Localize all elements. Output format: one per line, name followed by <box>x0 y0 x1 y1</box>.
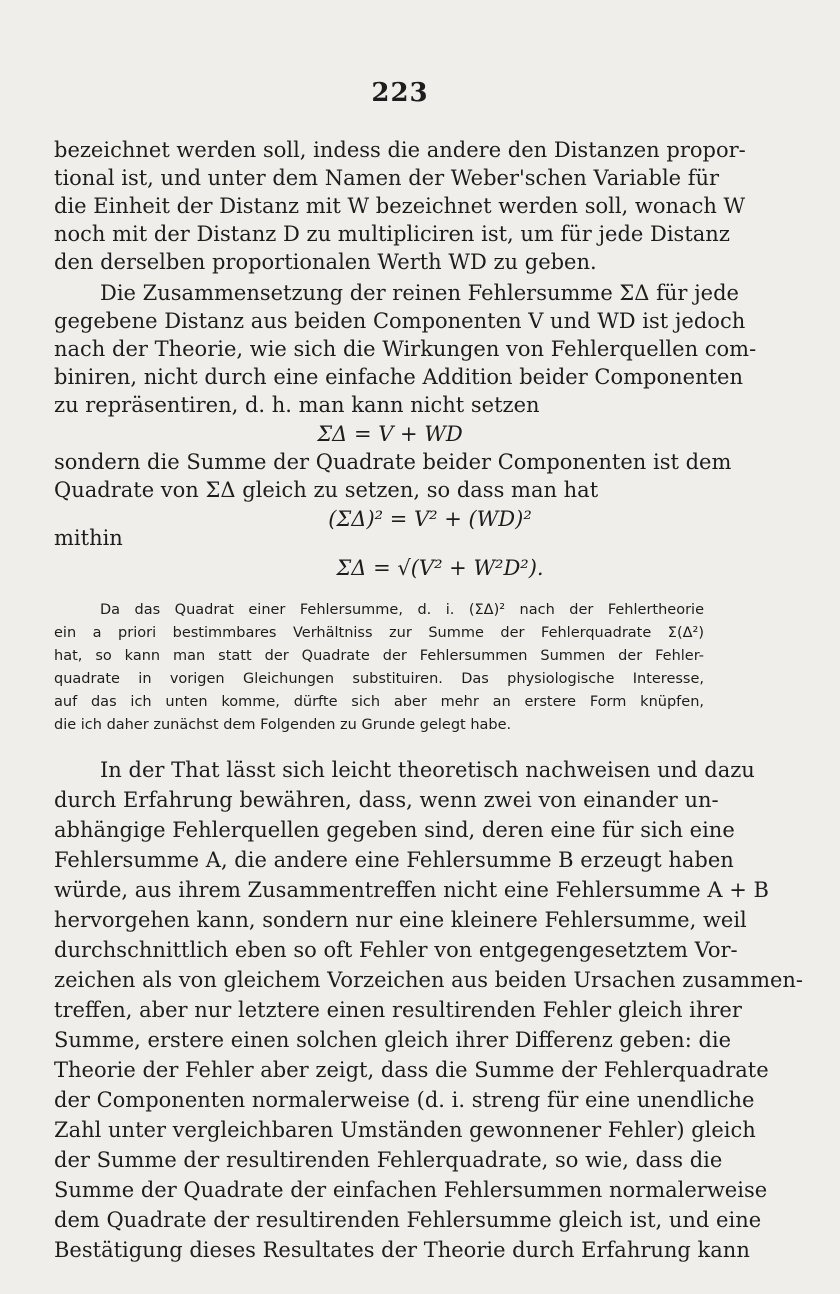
text-line: Quadrate von ΣΔ gleich zu setzen, so dass man hat <box>54 478 599 502</box>
text-line: biniren, nicht durch eine einfache Addition beider Componenten <box>54 365 743 389</box>
formula: ΣΔ = V + WD <box>317 422 463 446</box>
text-line: mithin <box>54 526 123 550</box>
text-line: gegebene Distanz aus beiden Componenten V und WD ist jedoch <box>54 309 746 333</box>
text-line: der Componenten normalerweise (d. i. streng für eine unendliche <box>54 1088 755 1112</box>
text-line: tional ist, und unter dem Namen der Weber'schen Variable für <box>54 166 720 190</box>
text-line: Die Zusammensetzung der reinen Fehlersumme ΣΔ für jede <box>100 281 739 305</box>
text-line: treffen, aber nur letztere einen resultirenden Fehler gleich ihrer <box>54 998 742 1022</box>
footnote-line: hat, so kann man statt der Quadrate der Fehlersummen Summen der Fehler- <box>54 648 704 664</box>
text-line: noch mit der Distanz D zu multipliciren ist, um für jede Distanz <box>54 222 730 246</box>
footnote-line: ein a priori bestimmbares Verhältniss zur Summe der Fehlerquadrate Σ(Δ²) <box>54 625 704 641</box>
text-line: In der That lässt sich leicht theoretisch nachweisen und dazu <box>100 758 755 782</box>
text-line: der Summe der resultirenden Fehlerquadrate, so wie, dass die <box>54 1148 723 1172</box>
text-line: Theorie der Fehler aber zeigt, dass die Summe der Fehlerquadrate <box>54 1058 769 1082</box>
text-line: abhängige Fehlerquellen gegeben sind, deren eine für sich eine <box>54 818 735 842</box>
text-line: Summe, erstere einen solchen gleich ihrer Differenz geben: die <box>54 1028 732 1052</box>
text-line: den derselben proportionalen Werth WD zu geben. <box>54 250 597 274</box>
text-line: würde, aus ihrem Zusammentreffen nicht eine Fehlersumme A + B <box>54 878 769 902</box>
text-line: durchschnittlich eben so oft Fehler von entgegengesetztem Vor- <box>54 938 738 962</box>
text-line: dem Quadrate der resultirenden Fehlersumme gleich ist, und eine <box>54 1208 762 1232</box>
text-line: zu repräsentiren, d. h. man kann nicht setzen <box>54 393 540 417</box>
footnote-line: quadrate in vorigen Gleichungen substituiren. Das physiologische Interesse, <box>54 671 704 687</box>
text-line: sondern die Summe der Quadrate beider Componenten ist dem <box>54 450 732 474</box>
formula: (ΣΔ)² = V² + (WD)² <box>328 507 532 531</box>
text-line: hervorgehen kann, sondern nur eine kleinere Fehlersumme, weil <box>54 908 747 932</box>
text-line: die Einheit der Distanz mit W bezeichnet werden soll, wonach W <box>54 194 746 218</box>
footnote-line: die ich daher zunächst dem Folgenden zu Grunde gelegt habe. <box>54 717 512 733</box>
text-line: zeichen als von gleichem Vorzeichen aus beiden Ursachen zusammen- <box>54 968 804 992</box>
formula: ΣΔ = √(V² + W²D²). <box>336 556 544 580</box>
text-line: nach der Theorie, wie sich die Wirkungen von Fehlerquellen com- <box>54 337 757 361</box>
footnote-line: Da das Quadrat einer Fehlersumme, d. i. (ΣΔ)² nach der Fehlertheorie <box>100 602 704 618</box>
text-line: Zahl unter vergleichbaren Umständen gewonnener Fehler) gleich <box>54 1118 756 1142</box>
page-number: 223 <box>371 78 429 108</box>
text-line: durch Erfahrung bewähren, dass, wenn zwei von einander un- <box>54 788 719 812</box>
text-line: Fehlersumme A, die andere eine Fehlersumme B erzeugt haben <box>54 848 734 872</box>
text-line: bezeichnet werden soll, indess die andere den Distanzen propor- <box>54 138 746 162</box>
text-line: Summe der Quadrate der einfachen Fehlersummen normalerweise <box>54 1178 768 1202</box>
text-line: Bestätigung dieses Resultates der Theorie durch Erfahrung kann <box>54 1238 750 1262</box>
footnote-line: auf das ich unten komme, dürfte sich aber mehr an erstere Form knüpfen, <box>54 694 704 710</box>
